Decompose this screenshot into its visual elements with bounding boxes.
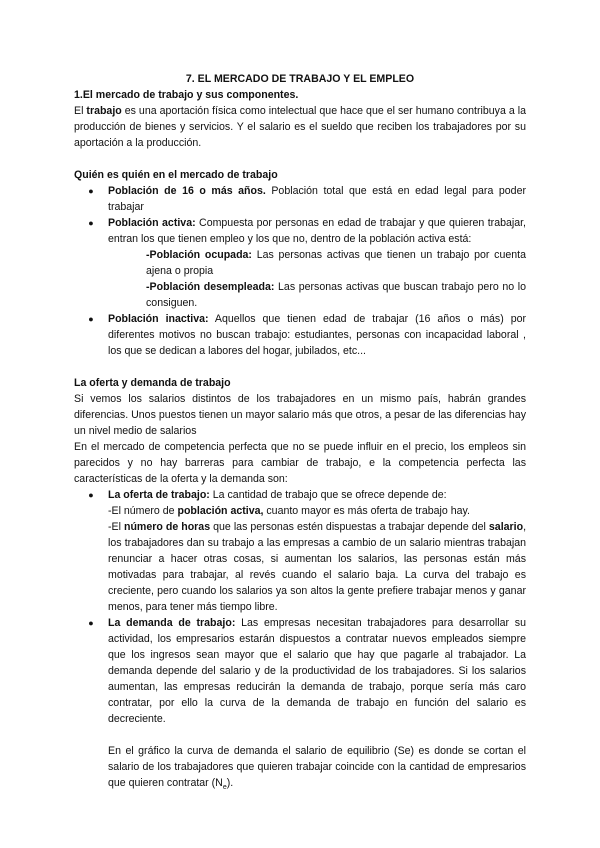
subscript: e bbox=[222, 784, 227, 792]
sub-item-desempleada bbox=[146, 279, 526, 311]
text: es una aportación física como intelectual que hace que el ser humano contribuya a la producción de bienes y servicios. Y el salario es el sueldo que reciben los trabajadores por su aportación a la producción. bbox=[74, 105, 526, 149]
bold-term: La oferta de trabajo: bbox=[108, 489, 210, 501]
bold-term: Población activa: bbox=[108, 217, 196, 229]
list-item-text bbox=[108, 311, 526, 359]
paragraph-salarios: Si vemos los salarios distintos de los trabajadores en un mismo país, habrán grandes diferencias. Unos puestos tienen un mayor salario más que otros, a pesar de las diferencias hay un nivel medio de salarios bbox=[74, 393, 526, 437]
bullet-icon: ● bbox=[88, 314, 94, 324]
list-item-text bbox=[108, 183, 526, 215]
bold-term: La demanda de trabajo: bbox=[108, 617, 236, 629]
spacer bbox=[74, 727, 526, 743]
text: La cantidad de trabajo que se ofrece depende de: bbox=[209, 489, 447, 501]
bold-term: -Población ocupada: bbox=[146, 249, 252, 261]
text: Población total que está en edad legal para poder trabajar bbox=[108, 185, 526, 213]
list-item-text bbox=[108, 615, 526, 727]
bold-term: Población de 16 o más años. bbox=[108, 185, 266, 197]
list-item bbox=[74, 487, 526, 503]
text: Las empresas necesitan trabajadores para desarrollar su actividad, los empresarios estarán dispuestos a contratar nuevos empleados siempre que los ingresos sean mayor que el salario que hay que pagarle al trabajador. La demanda depende del salario y de la productividad de los trabajadores. Si los salarios aumentan, las empresas reducirán la demanda de trabajo, porque sería más caro contratar, por ello la curva de la demanda de trabajo en función del salario es decreciente. bbox=[108, 617, 526, 725]
text: -El número de bbox=[108, 505, 178, 517]
section-heading-quien: Quién es quién en el mercado de trabajo bbox=[74, 169, 278, 181]
section-heading-oferta-demanda: La oferta y demanda de trabajo bbox=[74, 377, 231, 389]
bold-term: número de horas bbox=[123, 521, 211, 533]
list-item bbox=[74, 615, 526, 727]
bold-term: población activa, bbox=[177, 505, 264, 517]
bold-term: -Población desempleada: bbox=[146, 281, 275, 293]
text: Aquellos que tienen edad de trabajar (16 años o más) por diferentes motivos no buscan trabajo: estudiantes, personas con incapacidad laboral , los que se dedican a labores del hogar, jubilados, etc... bbox=[108, 313, 526, 357]
text: El bbox=[74, 105, 87, 117]
paragraph-equilibrio bbox=[108, 743, 526, 791]
bold-term: salario bbox=[488, 521, 524, 533]
text: , los trabajadores dan su trabajo a las empresas a cambio de un salario mientras trabajan renunciar a hacer otras cosas, si aumentan los salarios, las personas están más motivadas para trabajar, al revés cuando el salario baja. La curva del trabajo es creciente, pero cuando los salarios ya son altos la gente prefiere trabajar menos y ganar menos, para tener más tiempo libre. bbox=[108, 521, 527, 613]
text: ). bbox=[226, 777, 234, 789]
bold-term: trabajo bbox=[86, 105, 122, 117]
text: En el gráfico la curva de demanda el salario de equilibrio (Se) es donde se cortan el salario de los trabajadores que quieren trabajar coincide con la cantidad de empresarios que quieren contratar (N bbox=[108, 745, 526, 789]
list-item-text bbox=[108, 215, 526, 247]
paragraph-trabajo-definition bbox=[74, 103, 526, 151]
oferta-factor-horas bbox=[108, 519, 526, 615]
bullet-icon: ● bbox=[88, 490, 94, 500]
text: cuanto mayor es más oferta de trabajo hay. bbox=[263, 505, 470, 517]
bullet-icon: ● bbox=[88, 186, 94, 196]
text: Las personas activas que buscan trabajo pero no lo consiguen. bbox=[146, 281, 526, 309]
section-heading-mercado: 1.El mercado de trabajo y sus componentes. bbox=[74, 89, 299, 101]
spacer bbox=[74, 359, 526, 375]
bullet-icon: ● bbox=[88, 218, 94, 228]
bullet-icon: ● bbox=[88, 618, 94, 628]
list-item-text bbox=[108, 487, 526, 503]
list-item bbox=[74, 311, 526, 359]
text: que las personas estén dispuestas a trabajar depende del bbox=[210, 521, 489, 533]
text: Las personas activas que tienen un trabajo por cuenta ajena o propia bbox=[146, 249, 526, 277]
bold-term: Población inactiva: bbox=[108, 313, 209, 325]
list-item bbox=[74, 183, 526, 215]
paragraph-competencia: En el mercado de competencia perfecta que no se puede influir en el precio, los empleos sin parecidos y no hay barreras para cambiar de trabajo, e la competencia perfecta las características de la oferta y la demanda son: bbox=[74, 441, 526, 485]
document-title: 7. EL MERCADO DE TRABAJO Y EL EMPLEO bbox=[185, 73, 415, 85]
oferta-factor-poblacion bbox=[108, 503, 526, 519]
text: Compuesta por personas en edad de trabajar y que quieren trabajar, entran los que tienen empleo y los que no, dentro de la población activa está: bbox=[108, 217, 526, 245]
list-item bbox=[74, 215, 526, 247]
spacer bbox=[74, 151, 526, 167]
text: -El bbox=[108, 521, 124, 533]
sub-item-ocupada bbox=[146, 247, 526, 279]
